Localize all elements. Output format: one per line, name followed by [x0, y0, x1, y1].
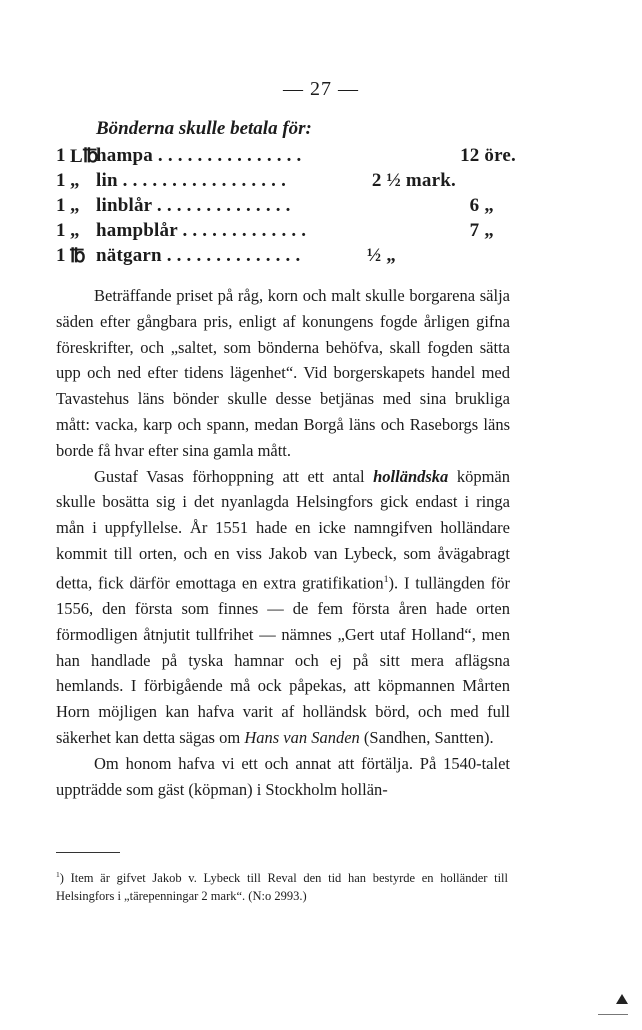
- scan-edge-line: [598, 1014, 628, 1015]
- price-row: [56, 220, 516, 245]
- body-text: [56, 283, 510, 802]
- price-item: [96, 220, 306, 242]
- dot-leader: . . . . . . . . . . . . . . . . .: [117, 170, 287, 191]
- price-item-label: hampa: [96, 145, 153, 166]
- price-item: [96, 195, 291, 217]
- price-item: [96, 145, 301, 167]
- paragraph: Om honom hafva vi ett och annat att förtälja. På 1540-talet uppträdde som gäst (köpman) i Stockholm hollän-: [56, 753, 510, 799]
- price-value: 12 öre.: [460, 145, 516, 166]
- price-qty: 1: [56, 245, 66, 266]
- footnote-reference: 1: [383, 573, 389, 585]
- price-item-label: lin: [96, 170, 118, 191]
- price-table: [56, 145, 516, 270]
- dot-leader: . . . . . . . . . . . . . .: [161, 245, 301, 266]
- emphasis-text: Hans van Sanden: [244, 728, 360, 748]
- price-item: [96, 170, 286, 192]
- scan-corner-mark-icon: [616, 994, 628, 1004]
- paragraph: Beträffande priset på råg, korn och malt skulle borgarena sälja säden efter gångbara pris, enligt af konungens fogde årligen gifna föreskrifter, och „saltet, som bönderna behöfva, skall fogden sätta upp och ned efter tidens lägenhet“. Vid borgerskapets handel med Tavastehus läns bönder skulle desse betjänas med sina brukliga mått: vacka, karp och spann, medan Borgå läns och Raseborgs läns borde få hvar efter sina gamla mått.: [56, 286, 510, 460]
- dot-leader: . . . . . . . . . . . . .: [177, 220, 307, 241]
- footnote-marker: 1: [56, 870, 60, 879]
- dot-leader: . . . . . . . . . . . . . . .: [152, 145, 302, 166]
- price-unit: „: [70, 220, 80, 241]
- price-qty: 1: [56, 170, 66, 191]
- price-row: [56, 145, 516, 170]
- price-row: [56, 170, 516, 195]
- footnote-text: ) Item är gifvet Jakob v. Lybeck till Reval den tid han bestyrde en holländer till Helsingfors i „tärepenningar 2 mark“. (N:o 2993.): [56, 871, 508, 904]
- price-item: [96, 245, 300, 267]
- price-unit: „: [70, 170, 80, 191]
- price-row: [56, 245, 516, 270]
- price-item-label: hampblår: [96, 220, 178, 241]
- price-unit: L℔: [70, 146, 99, 167]
- price-value: 7 „: [469, 220, 494, 241]
- section-heading: Bönderna skulle betala för:: [96, 118, 312, 139]
- paragraph-text: (Sandhen, Santten).: [359, 728, 494, 748]
- footnote-divider: [56, 852, 120, 853]
- price-value: ½ „: [366, 245, 396, 266]
- price-value: 6 „: [469, 195, 494, 216]
- price-item-label: nätgarn: [96, 245, 162, 266]
- page-number: — 27 —: [283, 78, 359, 100]
- emphasis-text: holländska: [373, 466, 449, 486]
- footnote: [56, 866, 508, 905]
- paragraph: [56, 464, 510, 751]
- price-item-label: linblår: [96, 195, 152, 216]
- price-value: 2 ½ mark.: [371, 170, 456, 191]
- price-row: [56, 195, 516, 220]
- price-qty: 1: [56, 195, 66, 216]
- price-unit: „: [70, 195, 80, 216]
- price-qty: 1: [56, 220, 66, 241]
- paragraph-text: köpmän skulle bosätta sig i det nyanlagda Helsingfors gick endast i ringa mån i uppfyllelse. År 1551 hade en icke namngifven holländare kommit till orten, och en viss Jakob van Lybeck, som åvägabragt detta, fick därför emottaga en extra gratifikation: [56, 466, 510, 593]
- price-qty: 1: [56, 145, 66, 166]
- paragraph-text: ). I tullängden för 1556, den första som finnes — de fem första åren hade orten förmodligen åtnjutit tullfrihet — nämnes „Gert utaf Holland“, men han handlade på tyska hamnar och ej på sitt mera aflägsna hemlands. I förbigående må ock påpekas, att köpmannen Mårten Horn möjligen kan hafva varit af holländsk börd, och med full säkerhet kan detta sägas om: [56, 573, 510, 748]
- price-unit: ℔: [70, 246, 86, 267]
- paragraph-text: Gustaf Vasas förhoppning att ett antal: [94, 466, 374, 486]
- dot-leader: . . . . . . . . . . . . . .: [151, 195, 291, 216]
